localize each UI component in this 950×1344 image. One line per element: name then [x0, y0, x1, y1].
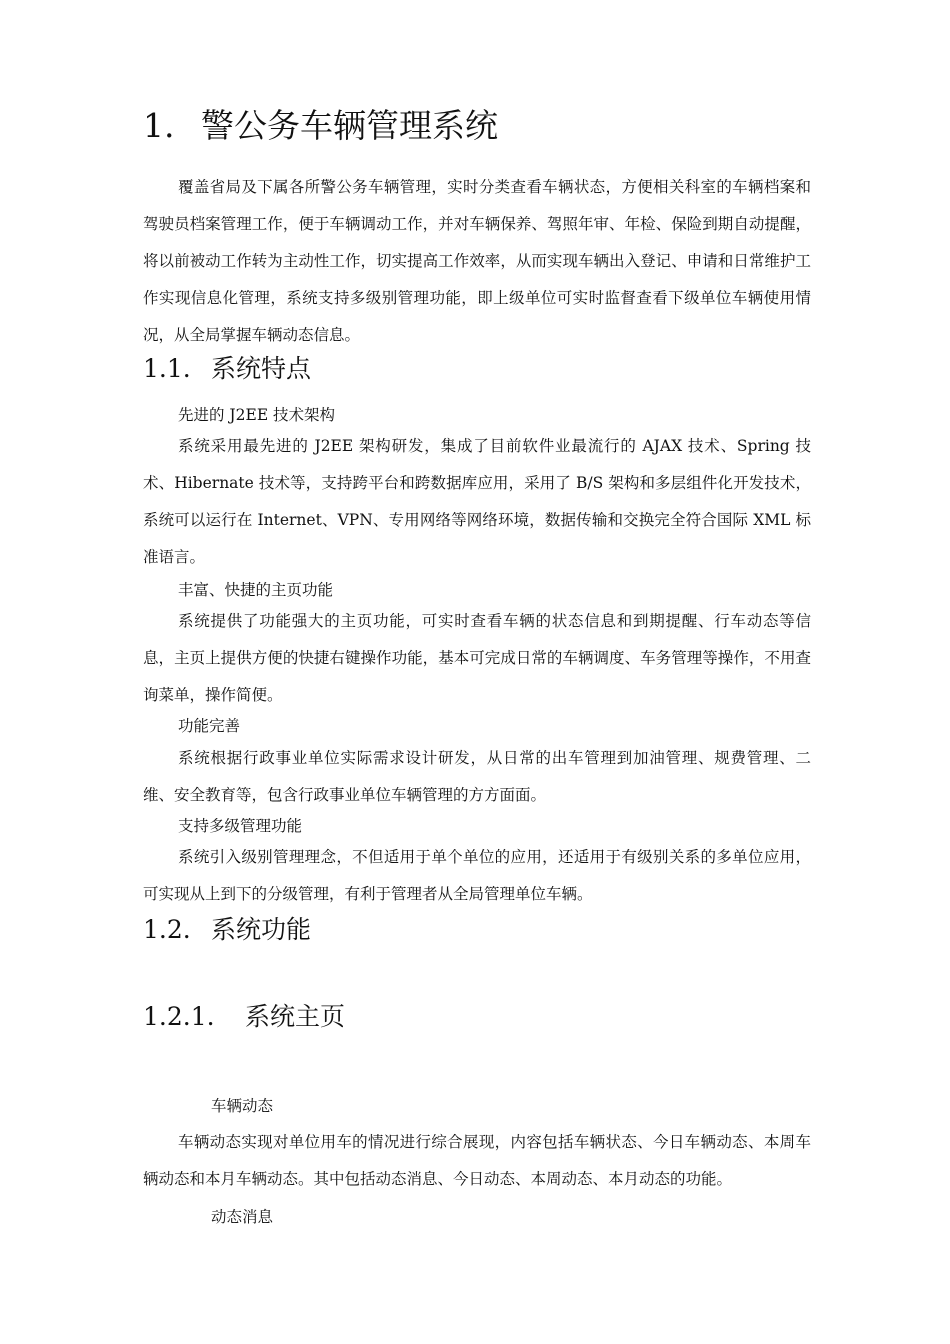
feature-text-multilevel: 系统引入级别管理理念，不但适用于单个单位的应用，还适用于有级别关系的多单位应用，可实现从上到下的分级管理，有利于管理者从全局管理单位车辆。	[143, 848, 811, 903]
heading-1-title: 警公务车辆管理系统	[201, 106, 498, 145]
heading-functions-number: 1.2.	[143, 915, 191, 944]
vehicle-dynamics-text: 车辆动态实现对单位用车的情况进行综合展现，内容包括车辆状态、今日车辆动态、本周车辆动态和本月车辆动态。其中包括动态消息、今日动态、本周动态、本月动态的功能。	[143, 1133, 811, 1188]
feature-title-complete: 功能完善	[178, 717, 241, 735]
feature-text-complete: 系统根据行政事业单位实际需求设计研发，从日常的出车管理到加油管理、规费管理、二维、安全教育等，包含行政事业单位车辆管理的方方面面。	[143, 749, 811, 804]
intro-paragraph: 覆盖省局及下属各所警公务车辆管理，实时分类查看车辆状态，方便相关科室的车辆档案和驾驶员档案管理工作，便于车辆调动工作，并对车辆保养、驾照年审、年检、保险到期自动提醒，将以前被动工作转为主动性工作，切实提高工作效率，从而实现车辆出入登记、申请和日常维护工作实现信息化管理，系统支持多级别管理功能，即上级单位可实时监督查看下级单位车辆使用情况，从全局掌握车辆动态信息。	[143, 178, 811, 344]
heading-features	[143, 352, 311, 386]
heading-1	[143, 104, 498, 148]
heading-functions-title: 系统功能	[211, 915, 312, 944]
heading-homepage-number: 1.2.1.	[143, 1002, 215, 1031]
feature-title-homepage: 丰富、快捷的主页功能	[178, 581, 334, 599]
feature-text-homepage: 系统提供了功能强大的主页功能，可实时查看车辆的状态信息和到期提醒、行车动态等信息，主页上提供方便的快捷右键操作功能，基本可完成日常的车辆调度、车务管理等操作，不用查询菜单，操作简便。	[143, 612, 811, 704]
feature-title-multilevel: 支持多级管理功能	[178, 817, 303, 835]
vehicle-dynamics-title: 车辆动态	[211, 1097, 274, 1115]
dynamic-message-title: 动态消息	[211, 1208, 274, 1226]
heading-1-number: 1.	[143, 106, 175, 145]
heading-functions	[143, 913, 311, 947]
heading-homepage-title: 系统主页	[245, 1002, 346, 1031]
heading-homepage	[143, 1000, 345, 1034]
heading-features-title: 系统特点	[211, 354, 312, 383]
feature-title-j2ee: 先进的 J2EE 技术架构	[178, 406, 336, 424]
feature-text-j2ee: 系统采用最先进的 J2EE 架构研发，集成了目前软件业最流行的 AJAX 技术、Spring 技术、Hibernate 技术等，支持跨平台和跨数据库应用，采用了 B/S 架构和多层组件化开发技术，系统可以运行在 Internet、VPN、专用网络等网络环境，数据传输和交换完全符合国际 XML 标准语言。	[143, 437, 811, 566]
heading-features-number: 1.1.	[143, 354, 191, 383]
